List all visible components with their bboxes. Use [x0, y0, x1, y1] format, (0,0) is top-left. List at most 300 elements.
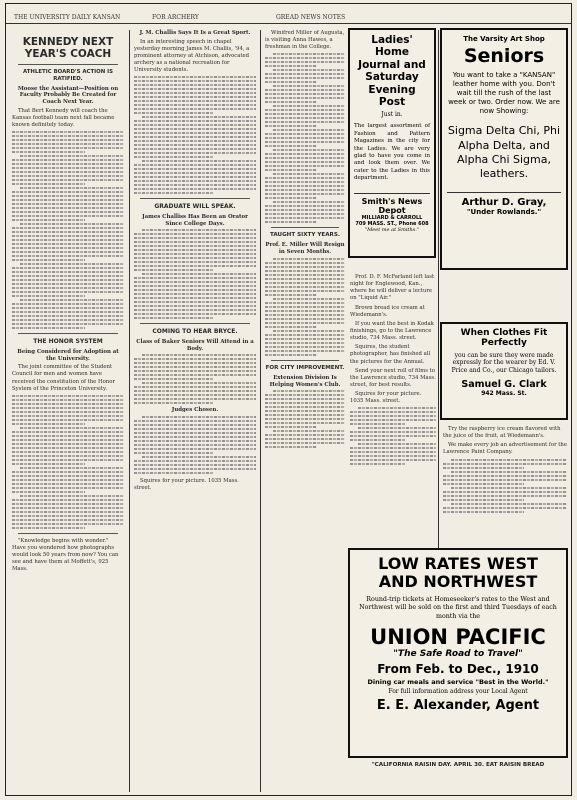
- text-line: [443, 511, 524, 513]
- text-line: [265, 145, 317, 147]
- text-line: [134, 281, 256, 283]
- text-line: [265, 141, 345, 143]
- text-line: [12, 479, 124, 481]
- local-note-2: Brown bread ice cream at Wiedemann's.: [350, 304, 425, 318]
- divider: [271, 360, 339, 361]
- text-line: [12, 487, 124, 489]
- rates-title-2: AND NORTHWEST: [378, 572, 538, 592]
- text-line: [134, 128, 256, 130]
- text-line: [265, 314, 345, 316]
- text-line: [134, 104, 256, 106]
- text-line: [273, 173, 345, 175]
- clothier-body: you can be sure they were made expressly for the wearer by Ed. V. Price and Co., our Chicago tailors.: [451, 351, 557, 375]
- text-line: [265, 65, 317, 67]
- text-line: [12, 247, 124, 249]
- text-line: [134, 176, 256, 178]
- text-line: [134, 124, 256, 126]
- union-pacific-ad: [348, 548, 568, 758]
- text-line: [134, 378, 213, 380]
- seniors-title: Seniors: [463, 45, 545, 67]
- text-line: [265, 205, 345, 207]
- text-line: [265, 262, 345, 264]
- column-3: [265, 28, 345, 790]
- text-line: [265, 121, 345, 123]
- text-line: [134, 440, 256, 442]
- text-line: [265, 318, 345, 320]
- text-line: [358, 427, 436, 429]
- text-line: [12, 283, 124, 285]
- text-line: [12, 463, 85, 465]
- text-line: [350, 455, 436, 457]
- local-note-6: Squires for your picture. 1035 Mass. street.: [350, 391, 422, 405]
- text-line: [20, 299, 124, 301]
- text-line: [134, 112, 213, 114]
- text-line: [142, 116, 256, 118]
- text-line: [350, 459, 436, 461]
- text-line: [265, 422, 345, 424]
- text-line: [273, 298, 345, 300]
- header-center: FOR ARCHERY: [152, 14, 199, 21]
- text-line: [265, 101, 317, 103]
- text-line: [350, 447, 436, 449]
- samuel-clark-ad: [440, 322, 568, 420]
- header-left: THE UNIVERSITY DAILY KANSAN: [14, 14, 121, 21]
- city-improvement-subhead: Extension Division Is Helping Women's Club.: [269, 374, 341, 388]
- text-line: [134, 394, 256, 396]
- text-line: [12, 167, 124, 169]
- divider: [18, 533, 118, 534]
- text-line: [134, 168, 256, 170]
- text-line: [443, 475, 567, 477]
- art-shop-name: The Varsity Art Shop: [463, 35, 545, 43]
- text-line: [134, 468, 256, 470]
- text-line: [12, 287, 124, 289]
- text-line: [12, 503, 124, 505]
- divider: [140, 198, 250, 199]
- text-line: [12, 271, 124, 273]
- text-line: [265, 137, 345, 139]
- text-line: [265, 57, 345, 59]
- text-line: [265, 181, 345, 183]
- text-line: [12, 211, 124, 213]
- judges-headline: Judges Chosen.: [171, 407, 219, 414]
- raisin-day-footer: "CALIFORNIA RAISIN DAY. APRIL 30. EAT RAISIN BREAD: [371, 762, 545, 768]
- text-line: [12, 423, 85, 425]
- text-line: [12, 267, 124, 269]
- text-line: [265, 338, 345, 340]
- text-line: [134, 362, 256, 364]
- text-line: [134, 245, 256, 247]
- text-line: [265, 274, 345, 276]
- text-line: [12, 431, 124, 433]
- city-improvement-headline: FOR CITY IMPROVEMENT.: [265, 364, 345, 371]
- column-1: [12, 28, 124, 790]
- text-line: [265, 209, 345, 211]
- text-line: [134, 452, 213, 454]
- text-line: [12, 395, 124, 397]
- text-line: [134, 464, 256, 466]
- text-line: [265, 133, 345, 135]
- text-line: [265, 221, 317, 223]
- text-line: [134, 390, 256, 392]
- text-line: [265, 442, 345, 444]
- clothier-title: When Clothes Fit Perfectly: [460, 328, 548, 349]
- text-line: [265, 282, 345, 284]
- text-line: [134, 398, 256, 400]
- text-line: [134, 265, 256, 267]
- raspberry-note: Try the raspberry ice cream flavored with the juice of the fruit, at Wiedemann's.: [443, 426, 561, 440]
- text-line: [12, 443, 124, 445]
- text-line: [134, 152, 256, 154]
- local-note-3: If you want the best in Kodak finishings, go to the Lawrence studio, 734 Mass. street.: [350, 320, 434, 342]
- text-line: [265, 434, 345, 436]
- text-line: [265, 394, 345, 396]
- text-line: [134, 84, 256, 86]
- text-line: [134, 253, 256, 255]
- text-line: [134, 289, 256, 291]
- text-line: [134, 140, 256, 142]
- text-line: [265, 326, 317, 328]
- text-line: [265, 322, 345, 324]
- text-line: [12, 215, 124, 217]
- text-line: [265, 346, 345, 348]
- text-line: [350, 411, 436, 413]
- honor-subhead: Being Considered for Adoption at the University.: [17, 348, 119, 362]
- text-line: [12, 307, 124, 309]
- text-line: [12, 519, 124, 521]
- text-line: [443, 479, 567, 481]
- text-line: [134, 241, 256, 243]
- column-rule: [260, 30, 261, 792]
- text-line: [265, 157, 345, 159]
- text-line: [134, 180, 256, 182]
- text-line: [443, 463, 567, 465]
- graduate-headline: GRADUATE WILL SPEAK.: [154, 203, 236, 211]
- text-line: [265, 398, 345, 400]
- column-2: [134, 28, 256, 790]
- text-line: [273, 330, 345, 332]
- text-line: [12, 411, 124, 413]
- text-line: [12, 191, 124, 193]
- text-line: [265, 153, 345, 155]
- text-line: [265, 89, 345, 91]
- text-line: [134, 285, 256, 287]
- text-line: [134, 402, 213, 404]
- text-line: [134, 317, 213, 319]
- text-line: [134, 313, 256, 315]
- text-line: [134, 358, 256, 360]
- text-line: [265, 342, 345, 344]
- text-line: [134, 80, 256, 82]
- ladies-ad-tag: Just in.: [381, 111, 403, 119]
- text-line: [265, 418, 345, 420]
- text-line: [12, 447, 124, 449]
- paint-note: We make every job an advertisement for the Lawrence Paint Company.: [443, 442, 567, 456]
- text-line: [134, 293, 256, 295]
- text-line: [20, 427, 124, 429]
- text-line: [20, 187, 124, 189]
- text-line: [134, 76, 256, 78]
- text-line: [134, 233, 256, 235]
- text-line: [265, 286, 345, 288]
- text-line: [134, 301, 256, 303]
- text-line: [350, 435, 436, 437]
- text-line: [134, 420, 256, 422]
- text-line: [12, 507, 124, 509]
- text-line: [265, 306, 345, 308]
- text-line: [12, 515, 124, 517]
- text-line: [12, 179, 124, 181]
- divider: [18, 333, 118, 334]
- column-4: [350, 272, 436, 545]
- text-line: [265, 73, 345, 75]
- column-rule: [438, 30, 439, 550]
- text-line: [350, 419, 436, 421]
- local-note-4: Squires, the student photographer, has finished all the pictures for the Annual.: [350, 344, 431, 365]
- union-pacific-dates: From Feb. to Dec., 1910: [377, 662, 539, 677]
- info-line: For full information address your Local Agent: [388, 688, 528, 696]
- text-line: [12, 303, 124, 305]
- text-line: [265, 414, 345, 416]
- agent-name: E. E. Alexander, Agent: [376, 698, 540, 714]
- kennedy-lead: That Bert Kennedy will coach the Kansas football team next fall became known definitely today.: [12, 107, 115, 129]
- text-line: [12, 311, 124, 313]
- text-line: [20, 467, 124, 469]
- text-line: [451, 503, 567, 505]
- text-line: [12, 251, 124, 253]
- text-line: [273, 258, 345, 260]
- text-line: [12, 491, 85, 493]
- sixty-years-headline: TAUGHT SIXTY YEARS.: [269, 232, 340, 239]
- text-line: [134, 436, 256, 438]
- text-line: [12, 255, 124, 257]
- text-line: [12, 231, 124, 233]
- text-line: [12, 151, 85, 153]
- text-line: [350, 463, 406, 465]
- kennedy-headline: KENNEDY NEXT YEAR'S COACH: [22, 36, 114, 61]
- text-line: [134, 297, 256, 299]
- text-line: [134, 460, 256, 462]
- ladies-ad-title: Ladies' Home Journal and Saturday Evening Post: [358, 34, 426, 108]
- personals-lead: Winifred Miller of Augusta, is visiting Anna Hawes, a freshman in the College.: [265, 30, 345, 51]
- text-line: [134, 100, 256, 102]
- ladies-home-journal-ad: [348, 28, 436, 258]
- text-line: [142, 382, 256, 384]
- text-line: [265, 278, 345, 280]
- text-line: [12, 203, 124, 205]
- text-line: [20, 223, 124, 225]
- news-depot-motto: "Meet me at Smiths.": [364, 226, 420, 233]
- text-line: [12, 419, 124, 421]
- text-line: [265, 161, 345, 163]
- text-line: [265, 97, 345, 99]
- graduate-subhead: James Challiss Has Been an Orator Since College Days.: [142, 213, 248, 227]
- text-line: [12, 135, 124, 137]
- text-line: [443, 483, 524, 485]
- rates-title-1: LOW RATES WEST: [378, 554, 538, 573]
- text-line: [265, 270, 345, 272]
- text-line: [134, 156, 213, 158]
- text-line: [12, 399, 124, 401]
- divider: [271, 227, 339, 228]
- text-line: [350, 451, 436, 453]
- text-line: [12, 171, 124, 173]
- text-line: [12, 295, 85, 297]
- clothier-address: 942 Mass. St.: [481, 390, 527, 398]
- text-line: [134, 366, 256, 368]
- text-line: [12, 275, 124, 277]
- text-line: [12, 163, 124, 165]
- text-line: [265, 109, 345, 111]
- archery-subhead: J. M. Challis Says It Is a Great Sport.: [139, 30, 251, 36]
- text-line: [265, 61, 345, 63]
- divider: [140, 323, 250, 324]
- text-line: [273, 390, 345, 392]
- text-line: [358, 407, 436, 409]
- text-line: [142, 456, 256, 458]
- header-right: GREAD NEWS NOTES: [276, 14, 346, 21]
- text-line: [443, 491, 567, 493]
- text-line: [265, 266, 345, 268]
- text-line: [12, 471, 124, 473]
- text-line: [12, 279, 124, 281]
- text-line: [20, 495, 124, 497]
- text-line: [265, 193, 345, 195]
- text-line: [142, 160, 256, 162]
- text-line: [12, 323, 124, 325]
- text-line: [12, 319, 124, 321]
- text-line: [134, 108, 256, 110]
- seniors-signature-note: "Under Rowlands.": [466, 207, 542, 216]
- kennedy-deck: Moose the Assistant—Position on Faculty Probably Be Created for Coach Next Year.: [17, 85, 119, 106]
- text-line: [443, 499, 524, 501]
- text-line: [265, 354, 317, 356]
- text-line: [134, 305, 256, 307]
- text-line: [134, 188, 256, 190]
- text-line: [12, 403, 124, 405]
- text-line: [12, 523, 124, 525]
- text-line: [451, 471, 567, 473]
- kennedy-subhead: ATHLETIC BOARD'S ACTION IS RATIFIED.: [23, 69, 113, 82]
- text-line: [350, 423, 406, 425]
- text-line: [134, 172, 256, 174]
- text-line: [273, 149, 345, 151]
- text-line: [134, 386, 256, 388]
- text-line: [443, 507, 567, 509]
- union-pacific-slogan: "The Safe Road to Travel": [393, 649, 523, 660]
- text-line: [12, 455, 124, 457]
- sixty-years-subhead: Prof. E. Miller Will Resign in Seven Months.: [265, 242, 345, 256]
- divider: [18, 64, 118, 65]
- text-line: [20, 155, 124, 157]
- text-line: [265, 402, 345, 404]
- text-line: [265, 113, 345, 115]
- text-line: [265, 213, 345, 215]
- text-line: [12, 511, 124, 513]
- text-line: [134, 148, 256, 150]
- text-line: [134, 96, 256, 98]
- text-line: [134, 428, 256, 430]
- text-line: [12, 139, 124, 141]
- text-line: [12, 243, 124, 245]
- text-line: [265, 294, 317, 296]
- text-line: [273, 129, 345, 131]
- text-line: [12, 195, 124, 197]
- text-line: [134, 120, 256, 122]
- text-line: [134, 88, 256, 90]
- text-line: [134, 249, 256, 251]
- text-line: [12, 199, 124, 201]
- news-depot-owners: MILLIARD & CARROLL: [361, 214, 423, 221]
- text-line: [134, 261, 256, 263]
- text-line: [12, 239, 124, 241]
- text-line: [265, 438, 345, 440]
- column-rule: [129, 30, 130, 792]
- text-line: [265, 93, 345, 95]
- text-line: [20, 263, 124, 265]
- text-line: [12, 183, 85, 185]
- text-line: [273, 105, 345, 107]
- text-line: [265, 165, 345, 167]
- text-line: [142, 416, 256, 418]
- text-line: [134, 237, 256, 239]
- news-depot-address: 709 MASS. ST., Phone 608: [355, 220, 429, 227]
- text-line: [12, 475, 124, 477]
- text-line: [12, 327, 85, 329]
- ladies-ad-body: The largest assortment of Fashion and Pattern Magazines in the city for the Ladies. We are very glad to have you come in and look them over. We cater to the Ladies in this department.: [354, 123, 430, 182]
- text-line: [134, 374, 256, 376]
- text-line: [12, 131, 124, 133]
- text-line: [265, 446, 317, 448]
- rates-body: Round-trip tickets at Homeseeker's rates to the West and Northwest will be sold on the first and third Tuesdays of each month via the: [359, 595, 557, 620]
- text-line: [134, 257, 256, 259]
- text-line: [142, 354, 256, 356]
- text-line: [134, 269, 213, 271]
- dining-car-line: Dining car meals and service "Best in the World.": [367, 678, 549, 687]
- text-line: [134, 192, 213, 194]
- text-line: [12, 259, 85, 261]
- text-line: [265, 185, 345, 187]
- text-line: [134, 309, 256, 311]
- column-5-locals: [443, 424, 567, 545]
- text-line: [265, 125, 317, 127]
- text-line: [134, 432, 256, 434]
- varsity-art-shop-ad: [440, 28, 568, 270]
- news-depot-name: Smith's News Depot: [354, 193, 430, 215]
- text-line: [265, 177, 345, 179]
- honor-lead: The joint committee of the Student Council for men and women have received the constitution of the Honor System of the Princeton University.: [12, 364, 115, 392]
- text-line: [451, 459, 567, 461]
- text-line: [134, 132, 256, 134]
- text-line: [451, 487, 567, 489]
- text-line: [273, 69, 345, 71]
- text-line: [273, 430, 345, 432]
- text-line: [142, 273, 256, 275]
- text-line: [443, 467, 524, 469]
- text-line: [12, 407, 124, 409]
- text-line: [265, 290, 345, 292]
- text-line: [134, 144, 256, 146]
- text-line: [265, 302, 345, 304]
- text-line: [273, 85, 345, 87]
- text-line: [265, 77, 345, 79]
- seniors-list: Sigma Delta Chi, Phi Alpha Delta, and Alpha Chi Sigma, leathers.: [447, 124, 561, 181]
- text-line: [134, 164, 256, 166]
- text-line: [12, 527, 85, 529]
- text-line: [350, 439, 406, 441]
- text-line: [12, 159, 124, 161]
- text-line: [12, 315, 124, 317]
